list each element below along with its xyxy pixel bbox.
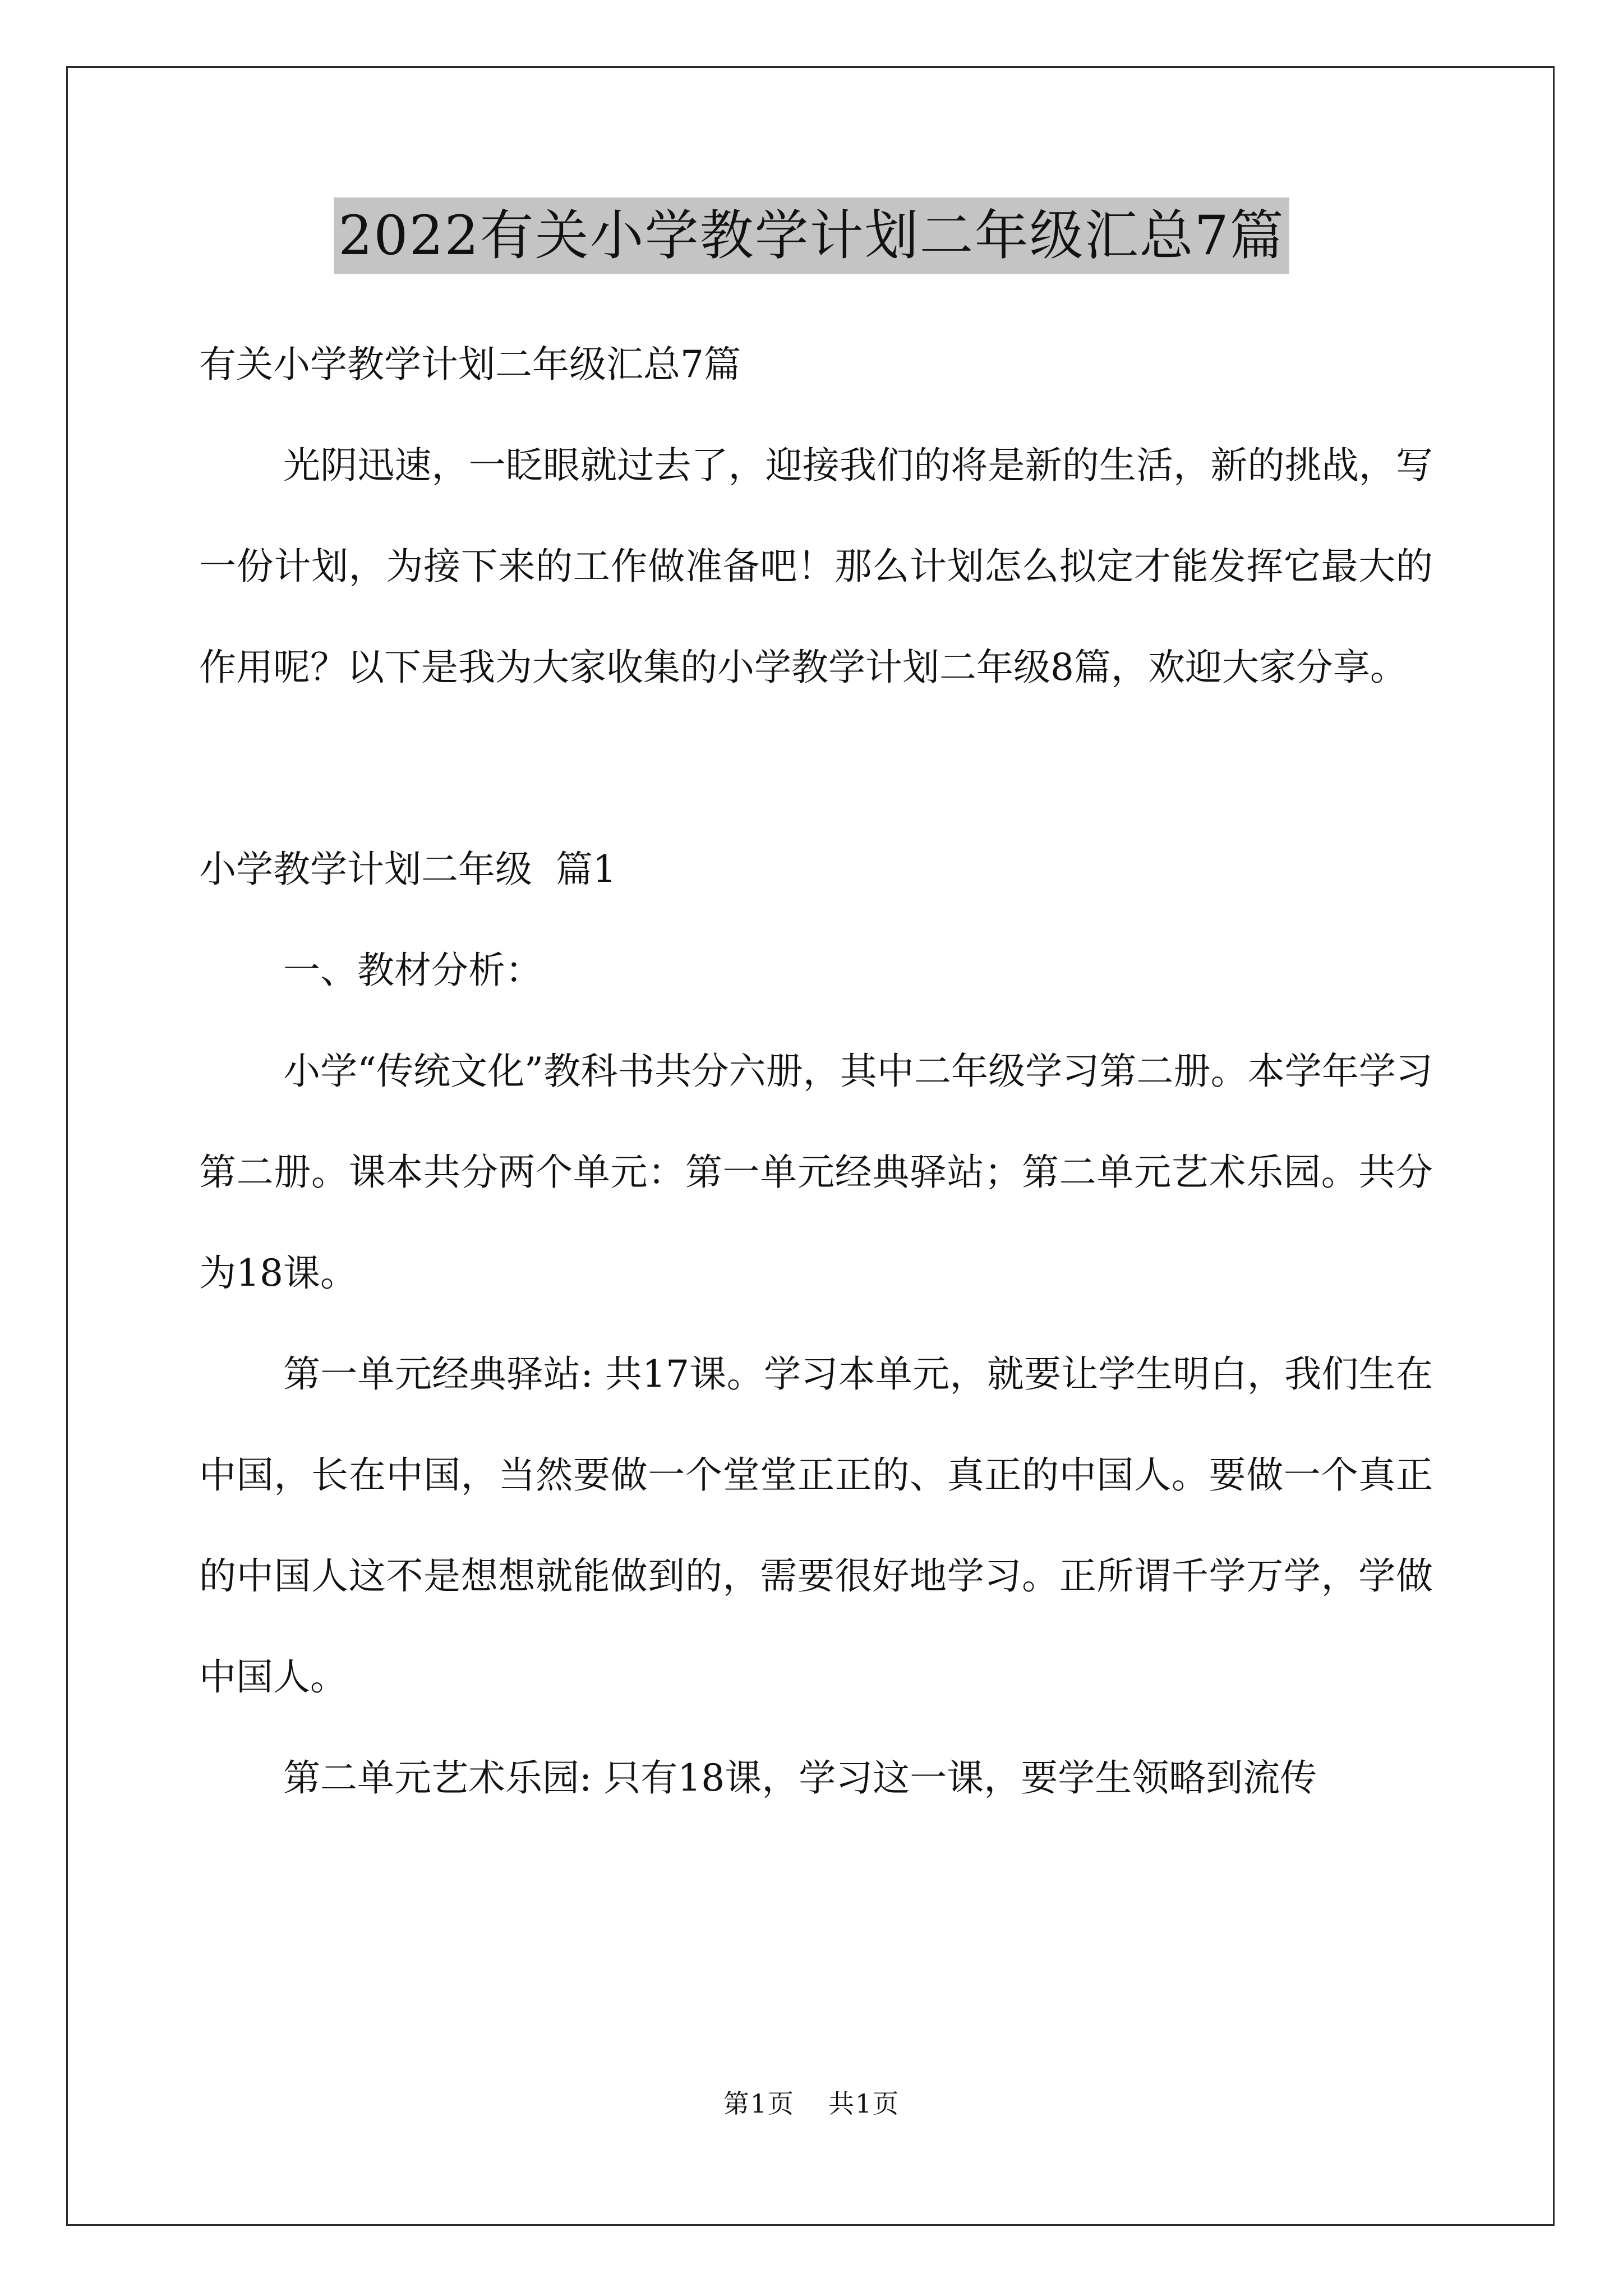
document-subtitle: 有关小学教学计划二年级汇总7篇 xyxy=(199,343,741,386)
document-title: 2022有关小学教学计划二年级汇总7篇 xyxy=(334,197,1289,274)
document-body xyxy=(199,314,1433,1829)
spacer xyxy=(199,718,1433,819)
page-footer xyxy=(0,2087,1623,2120)
body-paragraph: 第二单元艺术乐园: 只有18课，学习这一课，要学生领略到流传 xyxy=(283,1756,1317,1800)
body-paragraph: 第一单元经典驿站: 共17课。学习本单元，就要让学生明白，我们生在中国，长在中国，当然要做一个堂堂正正的、真正的中国人。要做一个真正的中国人这不是想想就能做到的，需要很好地学习。正所谓千学万学，学做中国人。 xyxy=(199,1352,1433,1699)
body-paragraph: 小学“传统文化”教科书共分六册，其中二年级学习第二册。本学年学习第二册。课本共分两个单元：第一单元经典驿站；第二单元艺术乐园。共分为18课。 xyxy=(199,1050,1433,1295)
intro-paragraph: 光阴迅速，一眨眼就过去了，迎接我们的将是新的生活，新的挑战，写一份计划，为接下来的工作做准备吧！那么计划怎么拟定才能发挥它最大的作用呢？以下是我为大家收集的小学教学计划二年级8篇，欢迎大家分享。 xyxy=(199,444,1433,689)
subheading: 一、教材分析： xyxy=(283,949,542,992)
section-heading: 小学教学计划二年级 篇1 xyxy=(199,848,616,891)
page-count: 共1页 xyxy=(828,2088,900,2119)
title-area xyxy=(0,197,1623,274)
page-number: 第1页 xyxy=(723,2088,795,2119)
